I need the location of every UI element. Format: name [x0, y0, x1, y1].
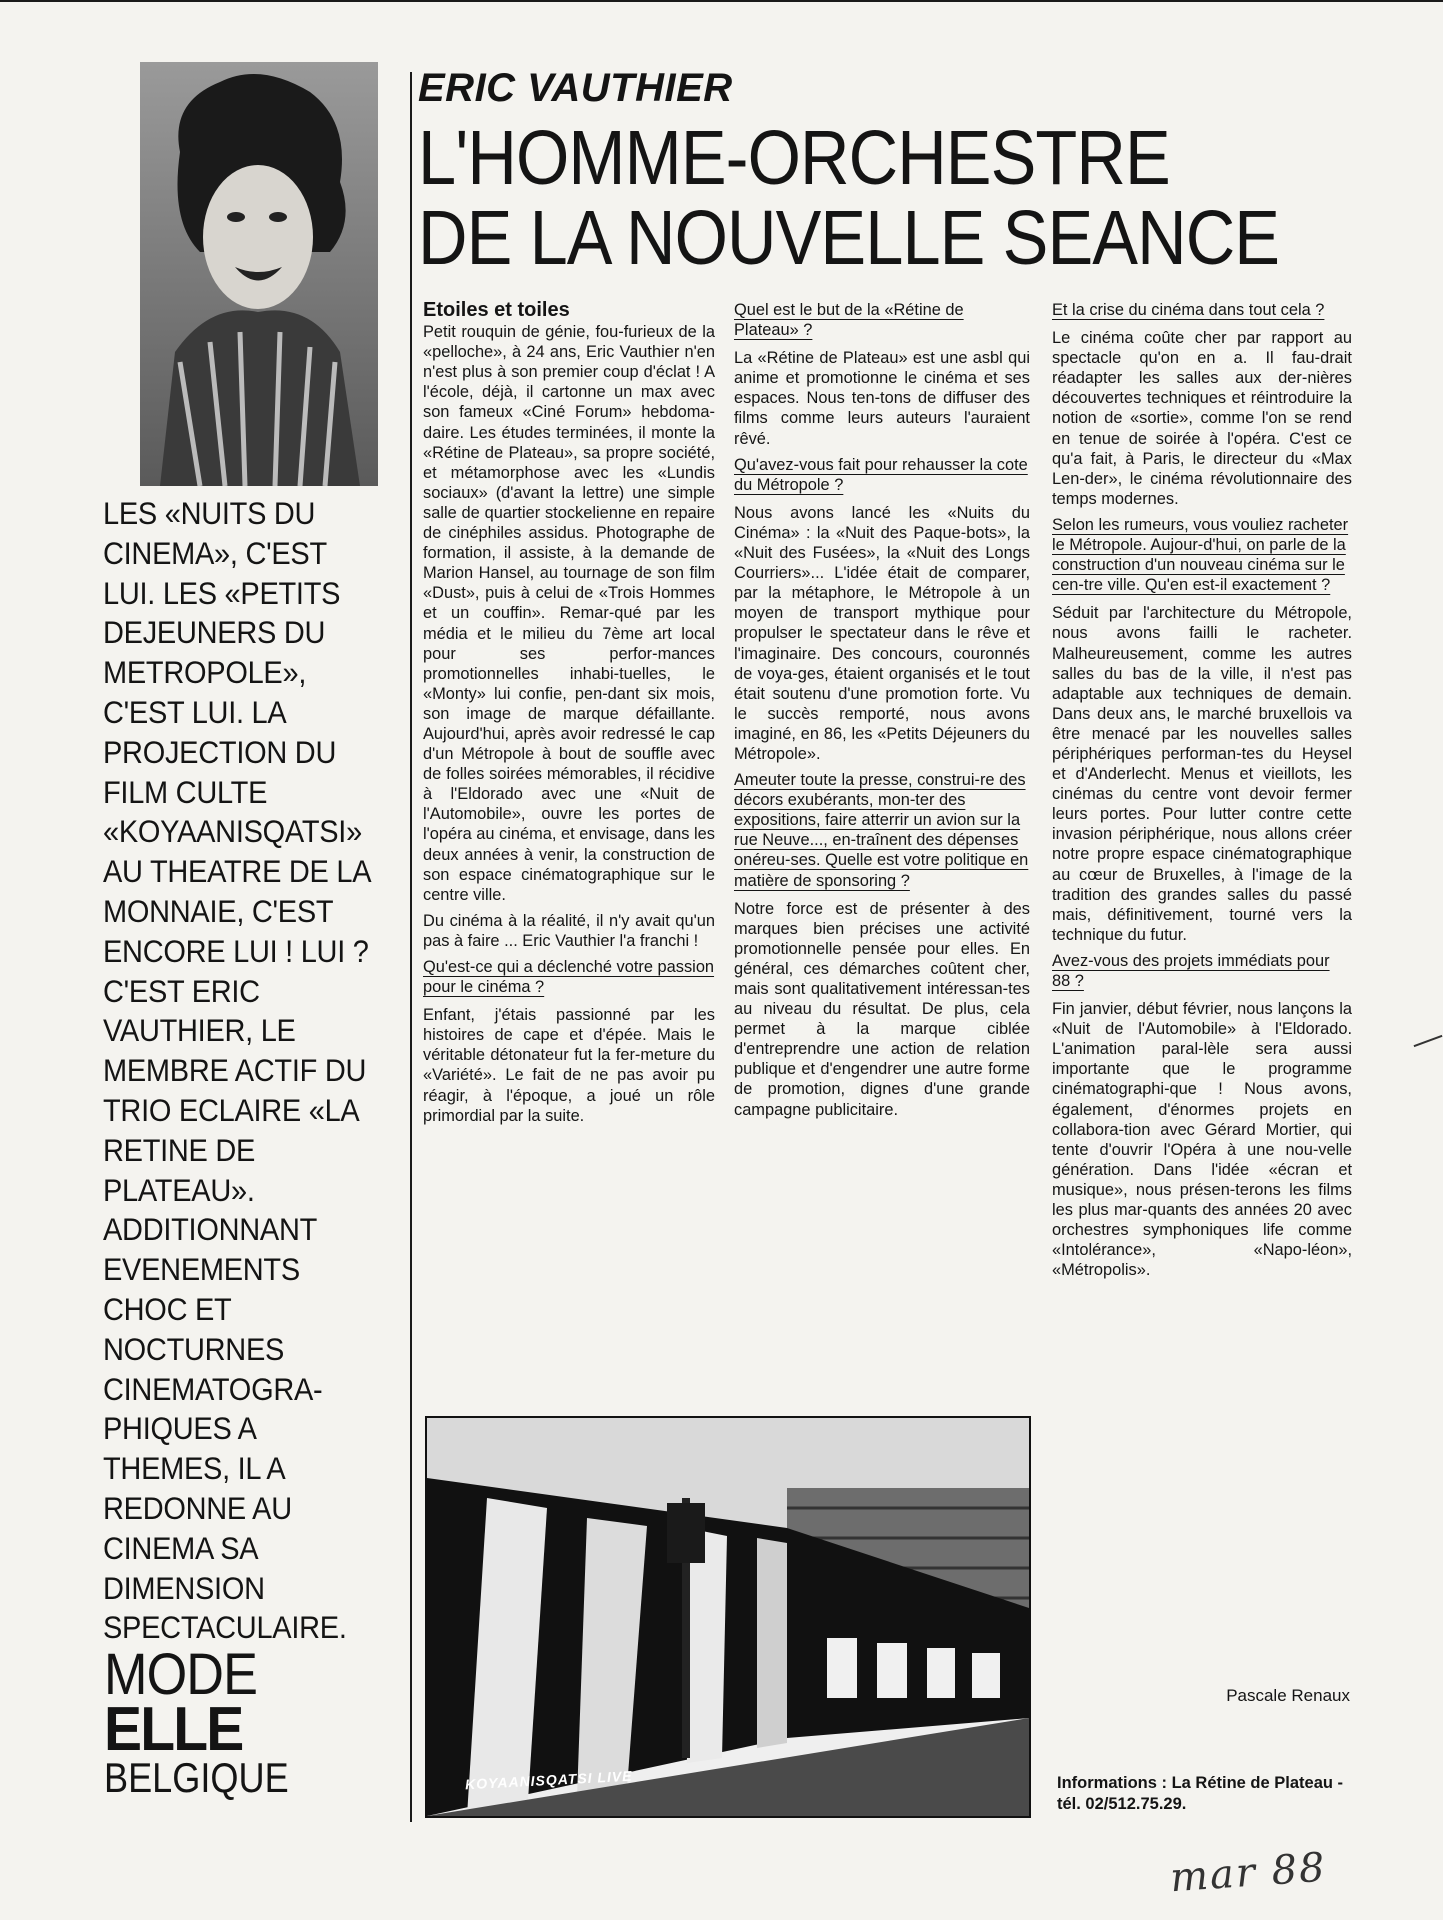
article-kicker: ERIC VAUTHIER — [418, 66, 733, 110]
logo-belgique: BELGIQUE — [104, 1754, 289, 1801]
headline-line-1: L'HOMME-ORCHESTRE — [418, 115, 1170, 201]
interview-question: Qu'est-ce qui a déclenché votre passion pour le cinéma ? — [423, 958, 715, 997]
interview-question: Ameuter toute la presse, construi-re des décors exubérants, mon-ter des expositions, faire atterrir un avion sur la rue Neuve..., en-traînent des dépenses onéreu-ses. Quelle est votre politique en matière de sponsoring ? — [734, 771, 1029, 890]
article-column-2 — [734, 300, 1030, 1126]
handwritten-note: mar 88 — [1168, 1844, 1328, 1902]
portrait-illustration — [140, 62, 378, 486]
section-title: Etoiles et toiles — [423, 299, 570, 321]
author-signature: Pascale Renaux — [1226, 1686, 1350, 1705]
interview-question: Et la crise du cinéma dans tout cela ? — [1052, 301, 1325, 319]
body-paragraph: Du cinéma à la réalité, il n'y avait qu'un pas à faire ... Eric Vauthier l'a franchi ! — [423, 911, 715, 950]
article-column-3 — [1052, 300, 1352, 1286]
portrait-photo — [140, 62, 378, 486]
headline-line-2: DE LA NOUVELLE SEANCE — [418, 195, 1280, 281]
article-column-1 — [423, 300, 715, 1132]
interview-answer: Le cinéma coûte cher par rapport au spectacle qu'on en a. Il fau-drait réadapter les salles aux der-nières découvertes techniques et réintroduire la notion de «sortie», comme l'on se rend en tenue de soirée à l'opéra. C'est ce qu'a fait, à Paris, le directeur du «Max Len-der», le cinéma révolutionnaire des temps modernes. — [1052, 329, 1352, 508]
interview-answer: Nous avons lancé les «Nuits du Cinéma» : la «Nuit des Paque-bots», la «Nuit des Fusées», la «Nuit des Longs Courriers»... L'idée était de comparer, par la métaphore, le Métropole à un moyen de transport mythique pour propulser le spectateur dans le rêve et l'imaginaire. Des concours, couronnés de voya-ges, étaient organisés et le tout était soutenu d'une promotion forte. Vu le succès remporté, nous avons imaginé, en 86, les «Petits Déjeuners du Métropole». — [734, 503, 1030, 763]
page-top-edge — [0, 0, 1443, 16]
photo-caption: KOYAANISQATSI LIVE — [464, 1767, 633, 1793]
interview-answer: Notre force est de présenter à des marques bien précises une activité promotionnelle pensée pour elles. En général, ces démarches coûtent cher, mais sont qualitativement intéressan-tes au niveau du résultat. De plus, cela permet à la marque ciblée d'entreprendre une action de relation publique et d'engendrer une autre forme de promotion, dignes d'une grande campagne publicitaire. — [734, 899, 1030, 1119]
interview-answer: La «Rétine de Plateau» est une asbl qui anime et promotionne le cinéma et ses espaces. Nous ten-tons de diffuser des films comme leurs auteurs l'auraient rêvé. — [734, 349, 1030, 448]
interview-answer: Séduit par l'architecture du Métropole, nous avons failli le racheter. Malheureusement, comme les autres salles du bas de la ville, il n'est pas adaptable aux techniques de demain. Dans deux ans, le marché bruxellois va être menacé par les nouvelles salles périphériques performan-tes du Heysel et d'Anderlecht. Menus et vieillots, les cinémas du centre vont devoir fermer leurs portes. Pour lutter contre cette invasion périphérique, nous allons créer notre propre espace cinématographique au cœur de Bruxelles, à l'image de la tradition des grandes salles du passé mais, définitivement, tourné vers la technique du futur. — [1052, 604, 1352, 944]
tram-photo — [425, 1416, 1031, 1818]
interview-answer: Enfant, j'étais passionné par les histoires de cape et d'épée. Mais le véritable détonateur fut la fer-meture du «Variété». Le fait de ne pas avoir pu réagir, à l'époque, a joué un rôle primordial par la suite. — [423, 1006, 715, 1125]
interview-question: Quel est le but de la «Rétine de Plateau» ? — [734, 301, 964, 340]
magazine-logo — [104, 1642, 324, 1801]
logo-mode: MODE — [104, 1642, 257, 1707]
interview-question: Selon les rumeurs, vous vouliez racheter le Métropole. Aujour-d'hui, on parle de la construction d'un nouveau cinéma sur le cen-tre ville. Qu'en est-il exactement ? — [1052, 515, 1349, 595]
tram-illustration — [427, 1418, 1029, 1816]
contact-info: Informations : La Rétine de Plateau - tél. 02/512.75.29. — [1057, 1774, 1344, 1813]
scan-mark — [1414, 1035, 1443, 1047]
article-headline — [418, 115, 1280, 281]
interview-answer: Fin janvier, début février, nous lançons la «Nuit de l'Automobile» à l'Eldorado. L'animation paral-lèle sera aussi importante que le programme cinématographi-que ! Nous avons, également, d'énormes projets en collabora-tion avec Gérard Mortier, qui tente d'ouvrir l'Opéra à une nou-velle génération. Dans l'idée «écran et musique», nous présen-terons les films les plus mar-quants des années 20 avec orchestres symphoniques life comme «Intolérance», «Napo-léon», «Métropolis». — [1052, 1000, 1352, 1280]
body-paragraph: Petit rouquin de génie, fou-furieux de la «pelloche», à 24 ans, Eric Vauthier n'en n'est plus à son premier coup d'éclat ! A l'école, déjà, il cartonne un max avec son fameux «Ciné Forum» hebdoma-daire. Les études terminées, il monte la «Rétine de Plateau», sa propre société, et métamorphose avec les «Lundis sociaux» (d'avant la lettre) une simple salle de quartier stockelienne en repaire de cinéphiles assidus. Photographe de formation, il assiste, à la demande de Marion Hansel, au tournage de son film «Dust», puis à celui de «Trois Hommes et un couffin». Remar-qué par les média et le milieu du 7ème art local pour ses perfor-mances promotionnelles inhabi-tuelles, le «Monty» lui confie, pen-dant six mois, son image de marque défaillante. Aujourd'hui, après avoir redressé le cap d'un Métropole à bout de souffle avec de folles soirées mémorables, il récidive à l'Eldorado avec une «Nuit de l'Automobile», ouvre les portes de l'opéra au cinéma, et envisage, dans les deux années à venir, la construction de son espace cinématographique sur le centre ville. — [423, 323, 715, 904]
column-divider — [410, 72, 412, 1822]
interview-question: Qu'avez-vous fait pour rehausser la cote du Métropole ? — [734, 455, 1028, 494]
interview-question: Avez-vous des projets immédiats pour 88 ? — [1052, 951, 1330, 990]
intro-text: LES «NUITS DU CINEMA», C'EST LUI. LES «PETITS DEJEUNERS DU METROPOLE», C'EST LUI. LA PROJECTION DU FILM CULTE «KOYAANISQATSI» AU THEATRE DE LA MONNAIE, C'EST ENCORE LUI ! LUI ? C'EST ERIC VAUTHIER, LE MEMBRE ACTIF DU TRIO ECLAIRE «LA RETINE DE PLATEAU». ADDITIONNANT EVENEMENTS CHOC ET NOCTURNES CINEMATOGRA-PHIQUES A THEMES, IL A REDONNE AU CINEMA SA DIMENSION SPECTACULAIRE. — [103, 495, 370, 1646]
logo-elle: ELLE — [104, 1695, 243, 1764]
